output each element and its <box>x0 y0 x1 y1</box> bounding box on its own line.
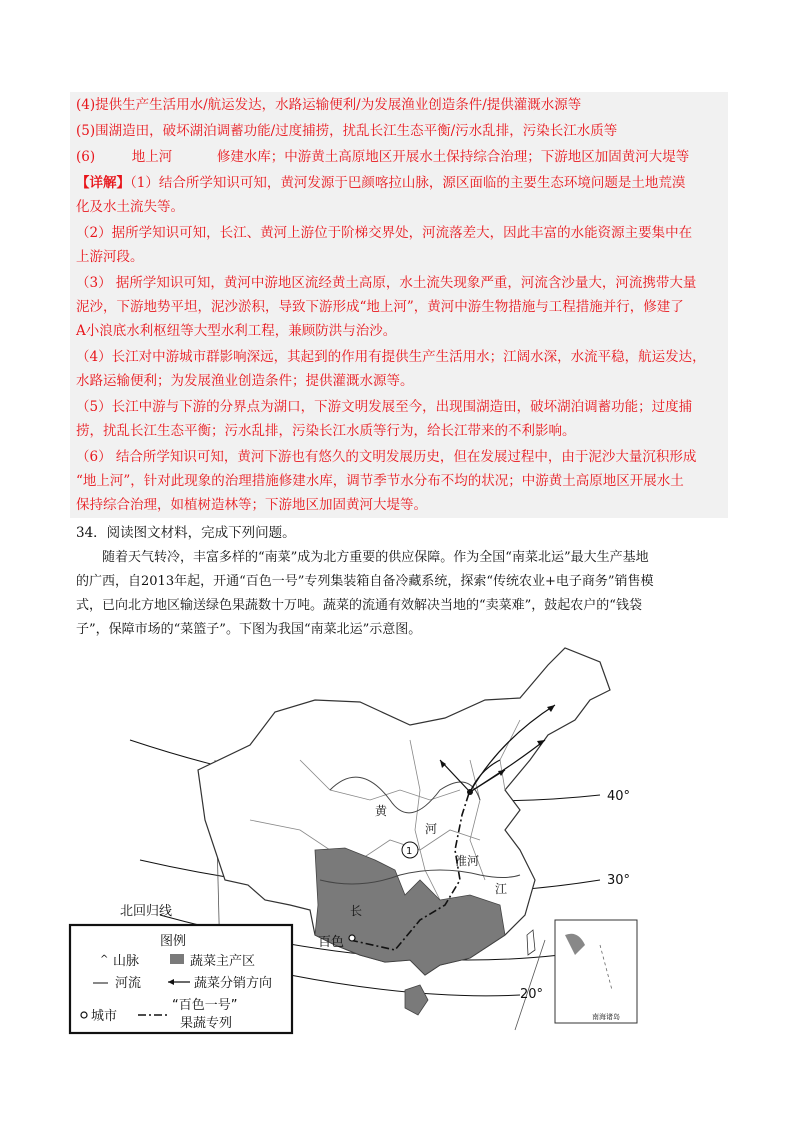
baise-label: 百色 <box>318 935 345 950</box>
huaihe-label: 淮河 <box>455 854 480 868</box>
explanation-line-2: （2）据所学知识可知，长江、黄河上游位于阶梯交界处，河流落差大，因此丰富的水能资源主要集中在 <box>76 225 693 241</box>
question-title: 34．阅读图文材料，完成下列问题。 <box>76 525 296 541</box>
mountain-number-1: 1 <box>406 846 413 857</box>
explanation-line-10: 捞，扰乱长江生态平衡；污水乱排，污染长江水质等行为，给长江带来的不利影响。 <box>76 423 576 439</box>
lat-30-label: 30° <box>607 873 631 888</box>
explanation-line-13: 保持综合治理，如植树造林等；下游地区加固黄河大堤等。 <box>76 497 427 513</box>
explanation-line-11: （6） 结合所学知识可知，黄河下游也有悠久的文明发展历史，但在发展过程中，由于泥沙大量沉积形成 <box>76 449 697 465</box>
material-line-0: 随着天气转冷，丰富多样的“南菜”成为北方重要的供应保障。作为全国“南菜北运”最大生产基地 <box>102 550 649 565</box>
legend-train-2: 果蔬专列 <box>180 1016 233 1031</box>
explanation-line-3: 上游河段。 <box>76 249 144 265</box>
material-line-3: 子”，保障市场的“菜篮子”。下图为我国“南菜北运”示意图。 <box>76 622 422 637</box>
explanation-line-1: 化及水土流失等。 <box>76 199 184 215</box>
beijing-city <box>467 789 473 795</box>
answer-6-number: (6) <box>76 149 96 165</box>
yangtze-label-2: 江 <box>495 882 508 896</box>
material-line-2: 式，已向北方地区输送绿色果蔬数十万吨。蔬菜的流通有效解决当地的“卖菜难”，鼓起农户的“钱袋 <box>76 598 642 613</box>
explanation-line-5: 泥沙，下游地势平坦，泥沙淤积，导致下游形成“地上河”，黄河中游生物措施与工程措施并行，修建了 <box>76 299 684 315</box>
legend-train-1: “百色一号” <box>172 998 238 1013</box>
answer-6-text: 修建水库；中游黄土高原地区开展水土保持综合治理；下游地区加固黄河大堤等 <box>216 149 690 165</box>
yellow-label-1: 黄 <box>375 804 388 818</box>
legend-veg-area: 蔬菜主产区 <box>190 954 256 969</box>
answer-4: (4)提供生产生活用水/航运发达，水路运输便利/为发展渔业创造条件/提供灌溉水源等 <box>76 97 582 113</box>
legend-veg-direction: 蔬菜分销方向 <box>194 976 273 991</box>
baise-city <box>349 935 355 941</box>
explanation-tag: 【详解】 <box>76 175 130 191</box>
inset-label: 南海诸岛 <box>592 1013 620 1021</box>
answer-6 <box>76 148 689 167</box>
vegetable-transport-map <box>60 640 670 1050</box>
legend-city: 城市 <box>91 1009 118 1024</box>
yangtze-label-1: 长 <box>350 904 363 918</box>
explanation-line-4: （3） 据所学知识可知，黄河中游地区流经黄土高原，水土流失现象严重，河流含沙量大，河流携带大量 <box>76 275 697 291</box>
answer-6-river: 地上河 <box>131 149 173 165</box>
lat-20-label: 20° <box>520 987 544 1002</box>
explanation-line-0: 【详解】（1）结合所学知识可知，黄河发源于巴颜喀拉山脉，源区面临的主要生态环境问题是土地荒漠 <box>76 175 686 191</box>
legend-title: 图例 <box>160 934 187 949</box>
hainan-island <box>405 985 428 1015</box>
material-line-1: 的广西，自2013年起，开通“百色一号”专列集装箱自备冷藏系统，探索“传统农业+电子商务”销售模 <box>76 574 654 589</box>
answer-5: (5)围湖造田，破坏湖泊调蓄功能/过度捕捞，扰乱长江生态平衡/污水乱排，污染长江水质等 <box>76 123 618 139</box>
explanation-line-6: A小浪底水利枢纽等大型水利工程，兼顾防洪与治沙。 <box>76 323 397 339</box>
tropic-label: 北回归线 <box>120 904 173 919</box>
explanation-line-9: （5）长江中游与下游的分界点为湖口，下游文明发展至今，出现围湖造田，破坏湖泊调蓄功能；过度捕 <box>76 399 693 415</box>
explanation-line-7: （4）长江对中游城市群影响深远，其起到的作用有提供生产生活用水；江阔水深，水流平稳，航运发达， <box>76 349 706 365</box>
legend-river: 河流 <box>115 976 142 991</box>
svg-text:^: ^ <box>100 954 109 965</box>
lat-40-label: 40° <box>607 789 631 804</box>
legend-mountain: 山脉 <box>113 954 140 969</box>
explanation-line-12: “地上河”，针对此现象的治理措施修建水库，调节季节水分布不均的状况；中游黄土高原地区开展水土 <box>76 473 684 489</box>
explanation-line-8: 水路运输便利；为发展渔业创造条件；提供灌溉水源等。 <box>76 373 414 389</box>
yellow-label-2: 河 <box>425 822 438 836</box>
